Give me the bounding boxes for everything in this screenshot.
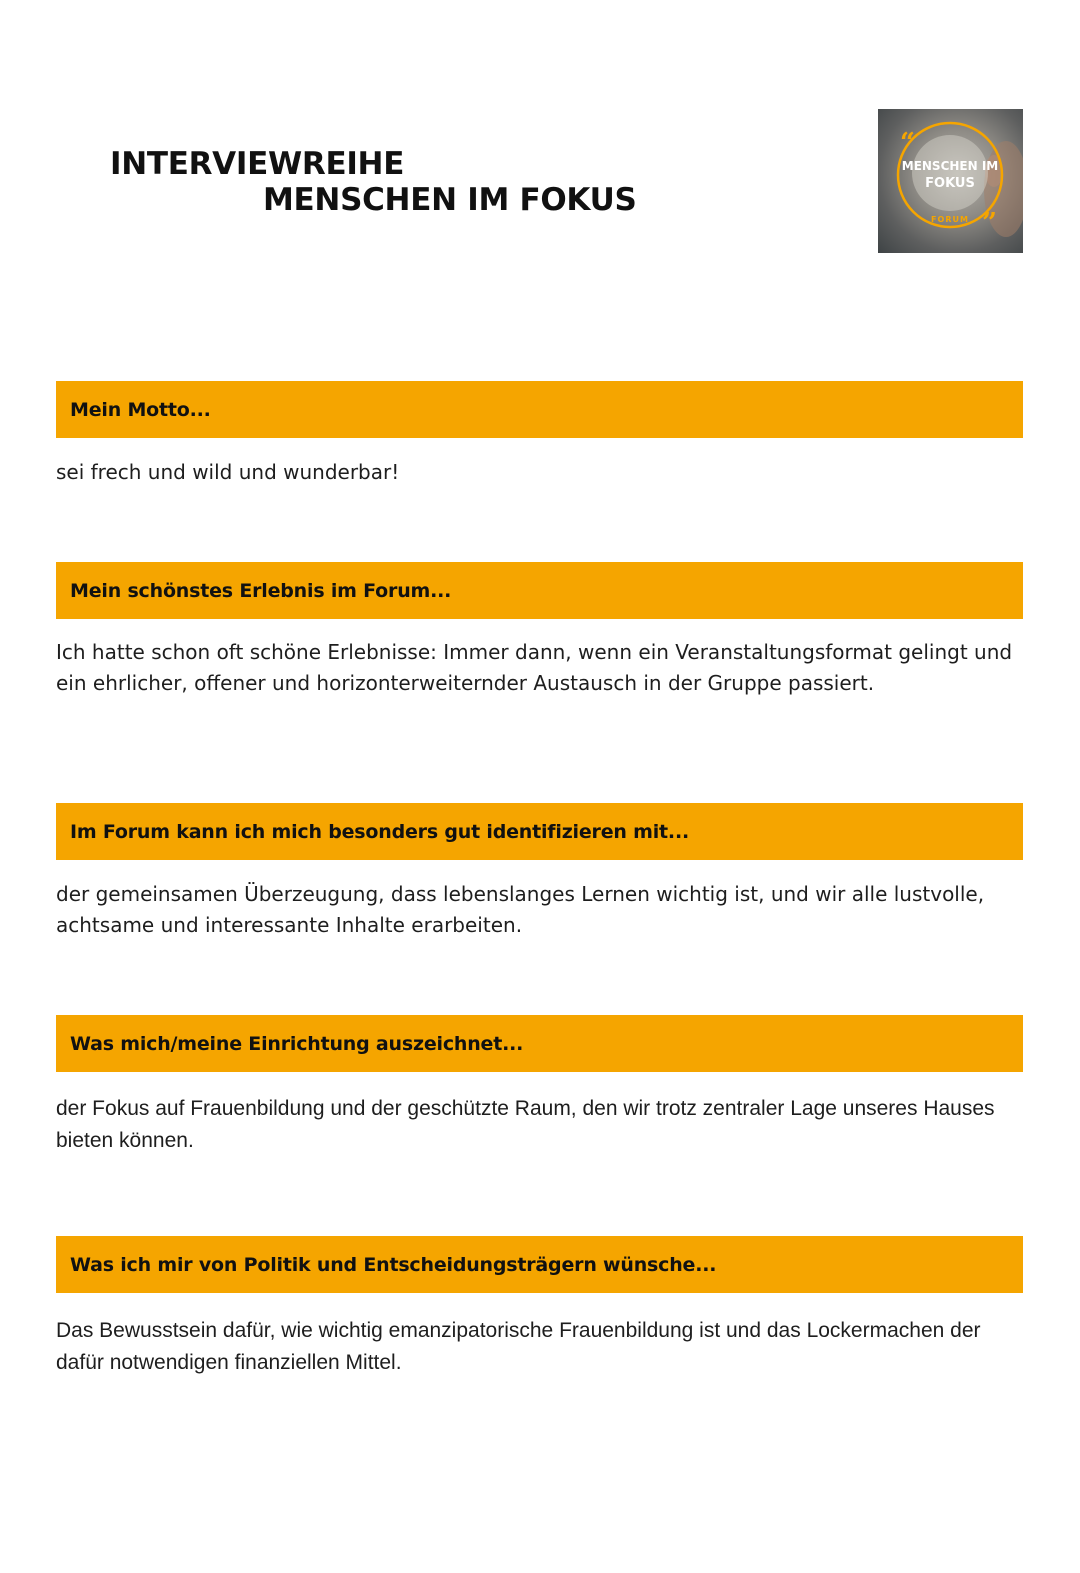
section-heading: Im Forum kann ich mich besonders gut identifizieren mit... bbox=[70, 820, 689, 843]
section-body-erlebnis: Ich hatte schon oft schöne Erlebnisse: Immer dann, wenn ein Veranstaltungsformat gelingt und ein ehrlicher, offener und horizonterweiternder Austausch in der Gruppe passiert. bbox=[56, 640, 1013, 695]
page-title bbox=[110, 146, 710, 218]
section-heading: Mein schönstes Erlebnis im Forum... bbox=[70, 579, 452, 602]
section-body-motto: sei frech und wild und wunderbar! bbox=[56, 460, 400, 484]
section-body-identifizieren: der gemeinsamen Überzeugung, dass lebenslanges Lernen wichtig ist, und wir alle lustvolle, achtsame und interessante Inhalte erarbeiten. bbox=[56, 882, 985, 937]
menschen-im-fokus-logo bbox=[878, 109, 1023, 253]
title-line-2: MENSCHEN IM FOKUS bbox=[263, 182, 637, 218]
logo-text-line-1: MENSCHEN IM bbox=[901, 159, 999, 173]
logo-text-line-2: FOKUS bbox=[925, 176, 975, 191]
section-body-auszeichnet: der Fokus auf Frauenbildung und der geschützte Raum, den wir trotz zentraler Lage unseres Hauses bieten können. bbox=[56, 1097, 995, 1152]
close-quote-icon: ” bbox=[982, 208, 997, 238]
section-header-motto bbox=[56, 381, 1023, 438]
lens-glow bbox=[912, 135, 988, 211]
section-heading: Was mich/meine Einrichtung auszeichnet... bbox=[70, 1032, 524, 1055]
section-header-auszeichnet bbox=[56, 1015, 1023, 1072]
section-header-identifizieren bbox=[56, 803, 1023, 860]
section-heading: Was ich mir von Politik und Entscheidungsträgern wünsche... bbox=[70, 1253, 717, 1276]
section-heading: Mein Motto... bbox=[70, 398, 211, 421]
section-body-politik: Das Bewusstsein dafür, wie wichtig emanzipatorische Frauenbildung ist und das Lockermachen der dafür notwendigen finanziellen Mittel. bbox=[56, 1319, 981, 1374]
section-header-politik bbox=[56, 1236, 1023, 1293]
title-line-1: INTERVIEWREIHE bbox=[110, 146, 405, 182]
logo-brand: FORUM bbox=[931, 215, 969, 224]
logo-graphic bbox=[878, 109, 1023, 253]
section-header-erlebnis bbox=[56, 562, 1023, 619]
open-quote-icon: “ bbox=[900, 128, 915, 158]
